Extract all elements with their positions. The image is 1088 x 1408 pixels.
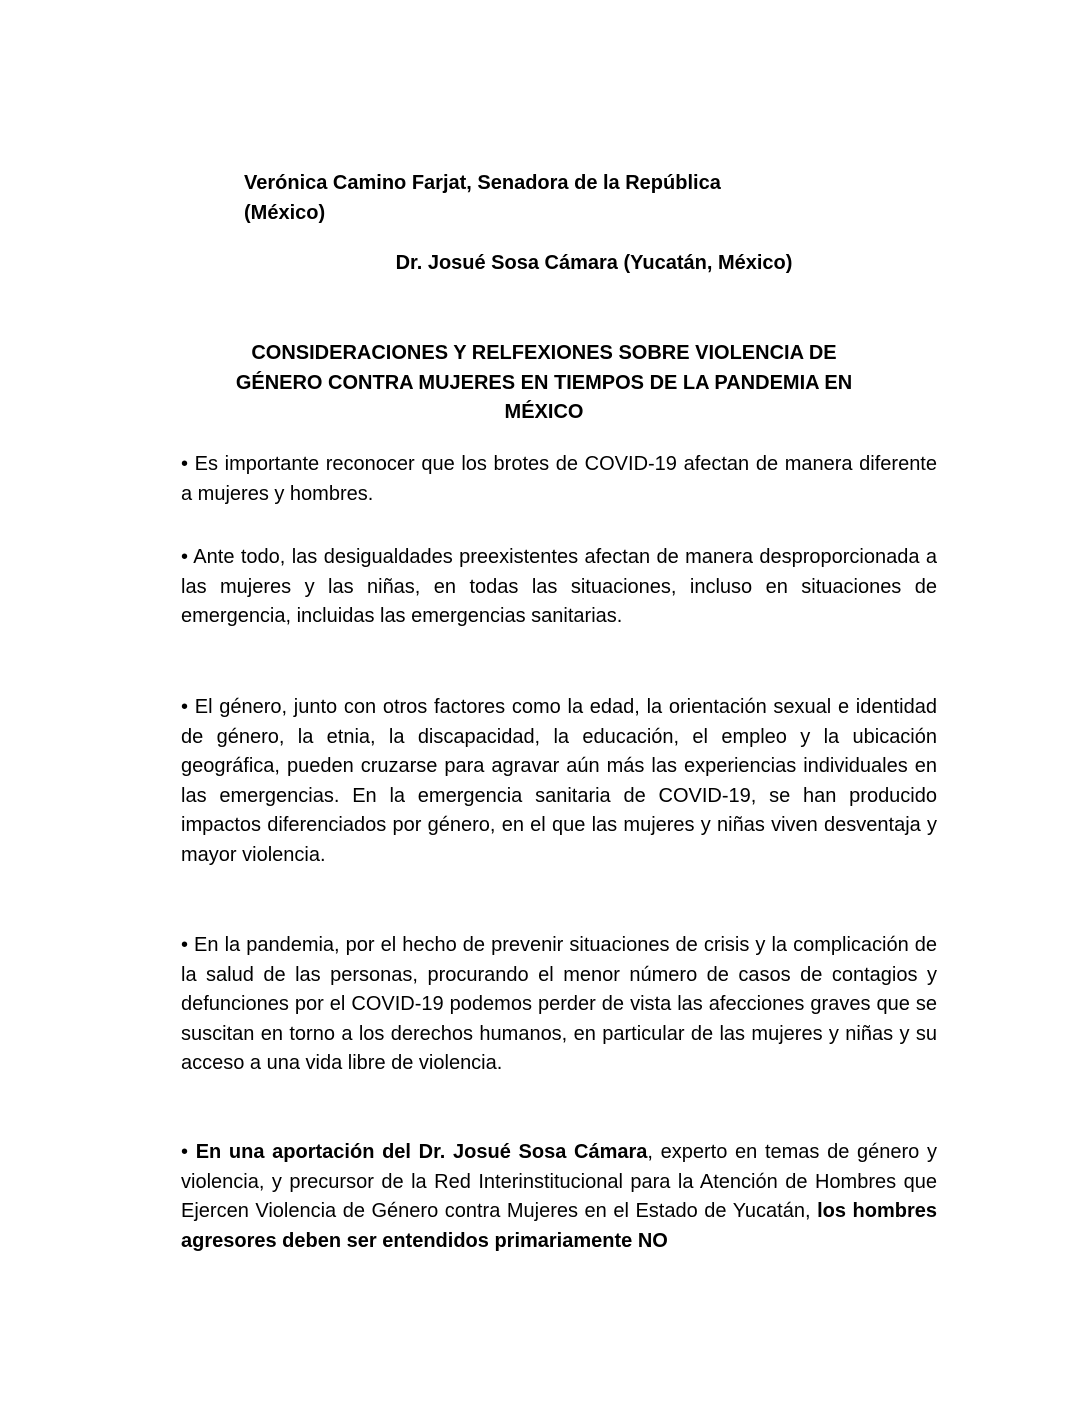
paragraph-4: • En la pandemia, por el hecho de prevenir situaciones de crisis y la complicación de la salud de las personas, procurando el menor número de casos de contagios y defunciones por el COVID-19 podemos perder de vista las afecciones graves que se suscitan en torno a los derechos humanos, en particular de las mujeres y niñas y su acceso a una vida libre de violencia. [181,934,937,1075]
author-line-2: (México) [244,202,326,224]
title-line-1: CONSIDERACIONES Y RELFEXIONES SOBRE VIOLENCIA DE [251,342,837,364]
paragraph-5-bullet: • [181,1141,196,1163]
document-title [200,339,888,428]
paragraph-5-bold-tail: los hombres agresores deben ser entendidos primariamente NO [181,1200,937,1252]
author-line-1: Verónica Camino Farjat, Senadora de la República [244,172,721,194]
title-line-3: MÉXICO [504,401,584,423]
paragraph-1: • Es importante reconocer que los brotes de COVID-19 afectan de manera diferente a mujeres y hombres. [181,453,937,505]
paragraph-3: • El género, junto con otros factores como la edad, la orientación sexual e identidad de género, la etnia, la discapacidad, la educación, el empleo y la ubicación geográfica, pueden cruzarse para agravar aún más las experiencias individuales en las emergencias. En la emergencia sanitaria de COVID-19, se han producido impactos diferenciados por género, en el que las mujeres y niñas viven desventaja y mayor violencia. [181,696,937,866]
author-secondary: Dr. Josué Sosa Cámara (Yucatán, México) [395,252,793,274]
title-line-2: GÉNERO CONTRA MUJERES EN TIEMPOS DE LA PANDEMIA EN [235,371,853,394]
paragraph-5-bold-lead: En una aportación del Dr. Josué Sosa Cámara [195,1141,648,1163]
author-block-primary [244,168,804,228]
paragraph-5-text: , experto en temas de género y violencia, y precursor de la Red Interinstitucional para la Atención de Hombres que Ejercen Violencia de Género contra Mujeres en el Estado de Yucatán, [181,1141,937,1223]
paragraph-5 [181,1138,937,1256]
paragraph-2: • Ante todo, las desigualdades preexistentes afectan de manera desproporcionada a las mujeres y las niñas, en todas las situaciones, incluso en situaciones de emergencia, incluidas las emergencias sanitarias. [181,546,937,628]
